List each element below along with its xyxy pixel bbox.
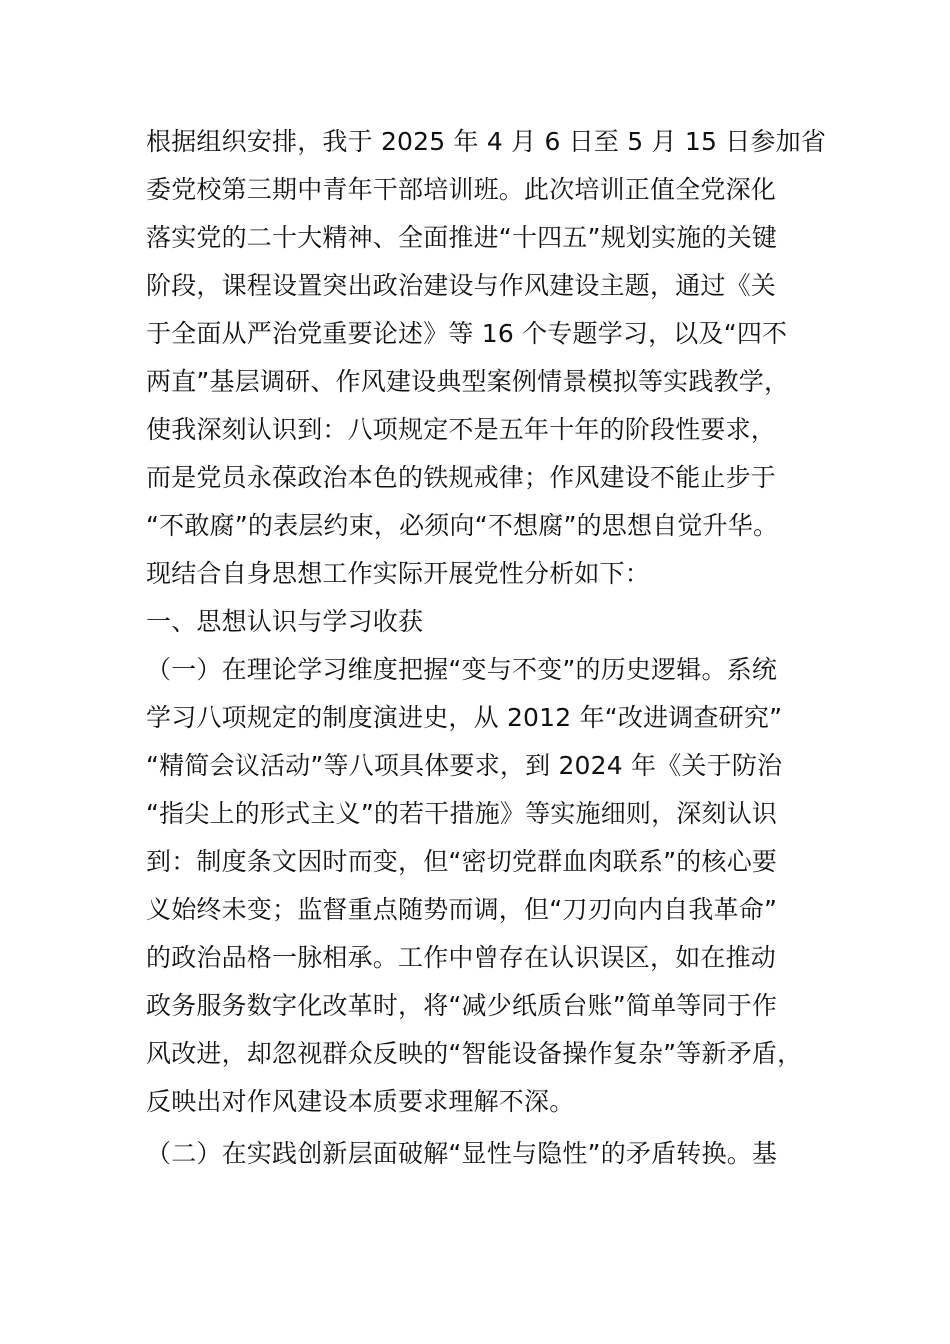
paragraph-line: 委党校第三期中青年干部培训班。此次培训正值全党深化 [146,175,777,204]
paragraph-line: 义始终未变；监督重点随势而调，但“刀刃向内自我革命” [146,895,778,924]
paragraph-line: 落实党的二十大精神、全面推进“十四五”规划实施的关键 [146,223,778,252]
paragraph-line: （二）在实践创新层面破解“显性与隐性”的矛盾转换。基 [146,1139,778,1168]
paragraph-line: 两直”基层调研、作风建设典型案例情景模拟等实践教学， [146,367,790,396]
paragraph-line: “精简会议活动”等八项具体要求，到 2024 年《关于防治 [146,751,783,780]
paragraph-line: 使我深刻认识到：八项规定不是五年十年的阶段性要求， [146,415,777,444]
paragraph-line: 于全面从严治党重要论述》等 16 个专题学习，以及“四不 [146,319,788,348]
paragraph-line: 反映出对作风建设本质要求理解不深。 [146,1087,575,1116]
paragraph-line: 阶段，课程设置突出政治建设与作风建设主题，通过《关 [146,271,777,300]
paragraph-line: 学习八项规定的制度演进史，从 2012 年“改进调查研究” [146,703,783,732]
section-heading: 一、思想认识与学习收获 [146,607,424,636]
paragraph-line: 的政治品格一脉相承。工作中曾存在认识误区，如在推动 [146,943,777,972]
paragraph-line: 而是党员永葆政治本色的铁规戒律；作风建设不能止步于 [146,463,777,492]
paragraph-line: “不敢腐”的表层约束，必须向“不想腐”的思想自觉升华。 [146,511,779,540]
paragraph-line: “指尖上的形式主义”的若干措施》等实施细则，深刻认识 [146,799,778,828]
paragraph-line: 政务服务数字化改革时，将“减少纸质台账”简单等同于作 [146,991,778,1020]
paragraph-line: 到：制度条文因时而变，但“密切党群血肉联系”的核心要 [146,847,778,876]
paragraph-line: 根据组织安排，我于 2025 年 4 月 6 日至 5 月 15 日参加省 [146,127,827,156]
paragraph-line: 风改进，却忽视群众反映的“智能设备操作复杂”等新矛盾， [146,1039,803,1068]
document-body [146,118,846,1178]
paragraph-line: （一）在理论学习维度把握“变与不变”的历史逻辑。系统 [146,655,778,684]
paragraph-line: 现结合自身思想工作实际开展党性分析如下： [146,559,651,588]
